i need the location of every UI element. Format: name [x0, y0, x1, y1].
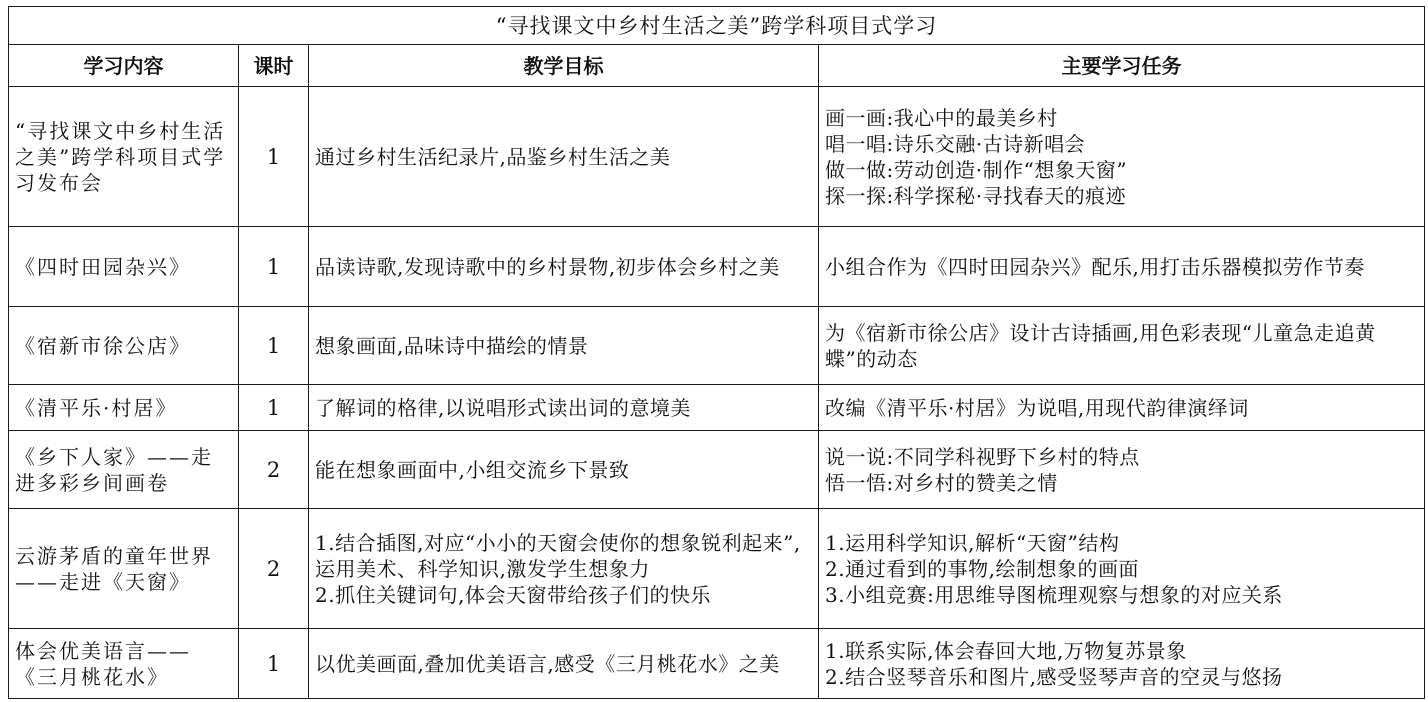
cell-hours: 1 [239, 385, 309, 431]
task-line: 2.结合竖琴音乐和图片,感受竖琴声音的空灵与悠扬 [825, 664, 1283, 689]
task-line: 做一做:劳动创造·制作“想象天窗” [825, 157, 1128, 182]
header-row [9, 45, 1425, 87]
cell-hours: 2 [239, 431, 309, 509]
cell-goal: 通过乡村生活纪录片,品鉴乡村生活之美 [309, 87, 819, 227]
table-row [9, 385, 1425, 431]
cell-content: 云游茅盾的童年世界——走进《天窗》 [9, 509, 239, 629]
table-title: “寻找课文中乡村生活之美”跨学科项目式学习 [9, 7, 1425, 45]
table-row [9, 307, 1425, 385]
cell-content: 《四时田园杂兴》 [9, 227, 239, 307]
cell-hours: 1 [239, 87, 309, 227]
cell-tasks [819, 385, 1425, 431]
table-row [9, 431, 1425, 509]
goal-line: 2.抓住关键词句,体会天窗带给孩子们的快乐 [315, 582, 711, 607]
task-line: 悟一悟:对乡村的赞美之情 [825, 470, 1058, 495]
goal-line: 1.结合插图,对应“小小的天窗会使你的想象锐利起来”,运用美术、科学知识,激发学生想象力 [315, 530, 801, 581]
cell-hours: 1 [239, 307, 309, 385]
task-line: 画一画:我心中的最美乡村 [825, 105, 1058, 130]
cell-tasks [819, 307, 1425, 385]
cell-content: 《清平乐·村居》 [9, 385, 239, 431]
table-row [9, 227, 1425, 307]
cell-content: 《乡下人家》——走进多彩乡间画卷 [9, 431, 239, 509]
cell-tasks [819, 87, 1425, 227]
cell-tasks [819, 431, 1425, 509]
cell-goal: 了解词的格律,以说唱形式读出词的意境美 [309, 385, 819, 431]
task-line: 小组合作为《四时田园杂兴》配乐,用打击乐器模拟劳作节奏 [825, 254, 1365, 279]
header-tasks: 主要学习任务 [819, 45, 1425, 87]
header-content: 学习内容 [9, 45, 239, 87]
title-row [9, 7, 1425, 45]
cell-content: “寻找课文中乡村生活之美”跨学科项目式学习发布会 [9, 87, 239, 227]
task-line: 2.通过看到的事物,绘制想象的画面 [825, 556, 1139, 581]
task-line: 3.小组竞赛:用思维导图梳理观察与想象的对应关系 [825, 582, 1283, 607]
cell-tasks [819, 227, 1425, 307]
task-line: 说一说:不同学科视野下乡村的特点 [825, 444, 1140, 469]
cell-hours: 1 [239, 629, 309, 699]
task-line: 1.联系实际,体会春回大地,万物复苏景象 [825, 638, 1187, 663]
cell-goal: 品读诗歌,发现诗歌中的乡村景物,初步体会乡村之美 [309, 227, 819, 307]
task-line: 为《宿新市徐公店》设计古诗插画,用色彩表现“儿童急走追黄蝶”的动态 [825, 320, 1376, 371]
task-line: 唱一唱:诗乐交融·古诗新唱会 [825, 131, 1086, 156]
table-row [9, 87, 1425, 227]
cell-tasks [819, 629, 1425, 699]
table-row [9, 509, 1425, 629]
task-line: 1.运用科学知识,解析“天窗”结构 [825, 530, 1120, 555]
cell-goal: 以优美画面,叠加优美语言,感受《三月桃花水》之美 [309, 629, 819, 699]
task-line: 探一探:科学探秘·寻找春天的痕迹 [825, 183, 1127, 208]
cell-tasks [819, 509, 1425, 629]
cell-content: 体会优美语言——《三月桃花水》 [9, 629, 239, 699]
cell-hours: 1 [239, 227, 309, 307]
header-hours: 课时 [239, 45, 309, 87]
cell-hours: 2 [239, 509, 309, 629]
table-row [9, 629, 1425, 699]
cell-goal: 能在想象画面中,小组交流乡下景致 [309, 431, 819, 509]
header-goal: 教学目标 [309, 45, 819, 87]
study-plan-table [8, 6, 1425, 699]
task-line: 改编《清平乐·村居》为说唱,用现代韵律演绎词 [825, 395, 1249, 420]
cell-goal [309, 509, 819, 629]
cell-goal: 想象画面,品味诗中描绘的情景 [309, 307, 819, 385]
cell-content: 《宿新市徐公店》 [9, 307, 239, 385]
